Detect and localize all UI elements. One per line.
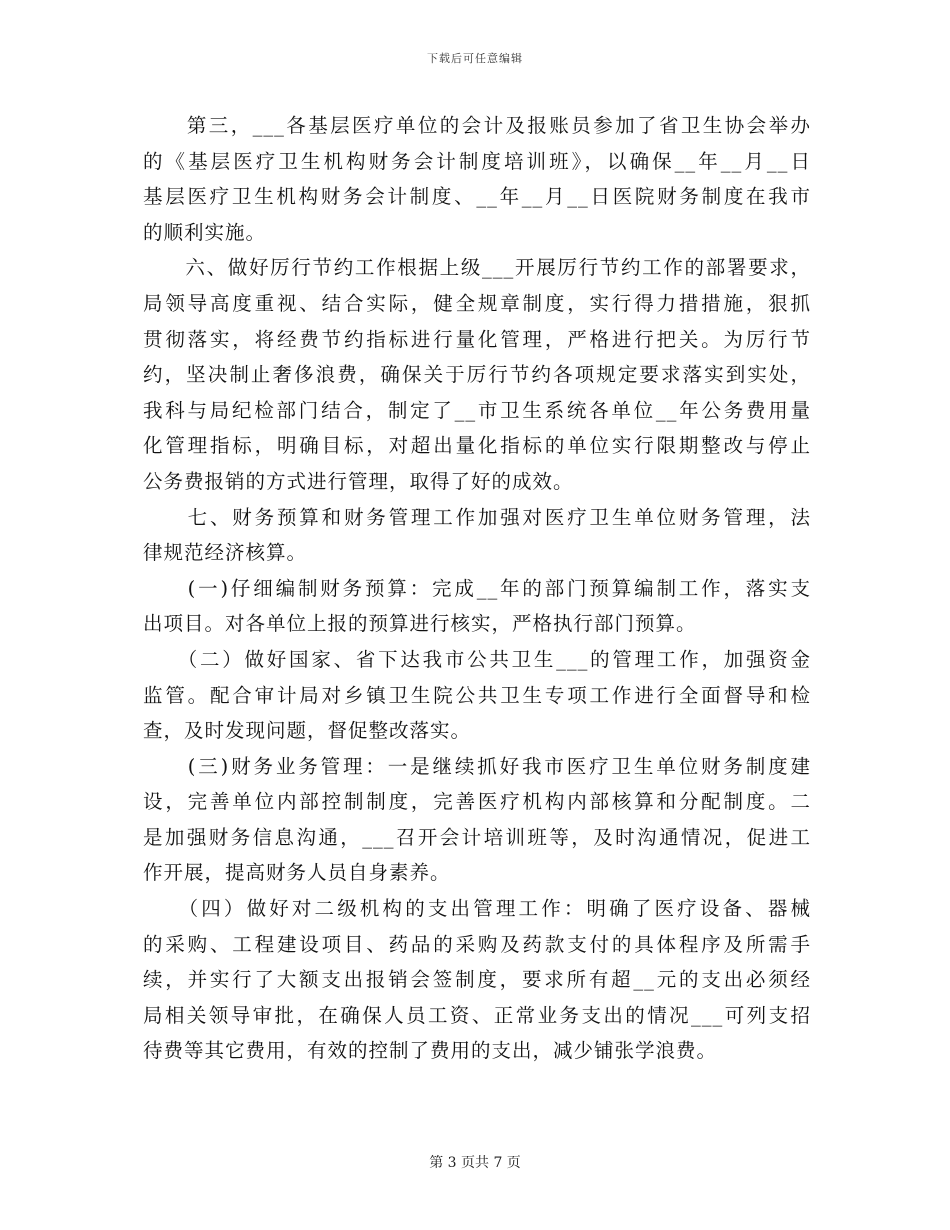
text-line: 监管。配合审计局对乡镇卫生院公共卫生专项工作进行全面督导和检: [143, 683, 811, 707]
text-line: 的采购、工程建设项目、药品的采购及药款支付的具体程序及所需手: [143, 932, 811, 956]
text-line: 设，完善单位内部控制制度，完善医疗机构内部核算和分配制度。二: [143, 790, 811, 814]
text-line: 查，及时发现问题，督促整改落实。: [143, 719, 472, 743]
text-line: 的顺利实施。: [143, 220, 267, 244]
text-line: 我科与局纪检部门结合，制定了__市卫生系统各单位__年公务费用量: [143, 398, 811, 422]
text-line: 出项目。对各单位上报的预算进行核实，严格执行部门预算。: [143, 612, 697, 636]
text-line: 化管理指标，明确目标，对超出量化指标的单位实行限期整改与停止: [143, 434, 811, 458]
text-line: 第三，___各基层医疗单位的会计及报账员参加了省卫生协会举办: [143, 114, 811, 137]
document-body: [143, 108, 811, 1069]
text-line: 七、财务预算和财务管理工作加强对医疗卫生单位财务管理，法: [143, 505, 811, 529]
text-line: 的《基层医疗卫生机构财务会计制度培训班》，以确保__年__月__日: [143, 149, 811, 173]
text-line: 待费等其它费用，有效的控制了费用的支出，减少铺张学浪费。: [143, 1039, 718, 1063]
text-line: （二）做好国家、省下达我市公共卫生___的管理工作，加强资金: [143, 647, 811, 671]
page-footer: 第 3 页共 7 页: [429, 1155, 521, 1171]
text-line: 续，并实行了大额支出报销会签制度，要求所有超__元的支出必须经: [143, 968, 811, 992]
text-line: 局领导高度重视、结合实际，健全规章制度，实行得力措措施，狠抓: [143, 291, 811, 315]
text-line: 作开展，提高财务人员自身素养。: [143, 861, 451, 885]
text-line: 约，坚决制止奢侈浪费，确保关于厉行节约各项规定要求落实到实处，: [143, 363, 811, 387]
text-line: 六、做好厉行节约工作根据上级___开展厉行节约工作的部署要求，: [143, 256, 811, 280]
text-line: 基层医疗卫生机构财务会计制度、__年__月__日医院财务制度在我市: [143, 185, 811, 209]
text-line: （四）做好对二级机构的支出管理工作：明确了医疗设备、器械: [143, 897, 811, 921]
page-header: 下载后可任意编辑: [427, 52, 523, 65]
text-line: 律规范经济核算。: [143, 541, 308, 565]
text-line: 局相关领导审批，在确保人员工资、正常业务支出的情况___可列支招: [143, 1003, 811, 1027]
text-line: 贯彻落实，将经费节约指标进行量化管理，严格进行把关。为厉行节: [143, 327, 811, 351]
text-line: 是加强财务信息沟通，___召开会计培训班等，及时沟通情况，促进工: [143, 825, 811, 849]
text-line: (一)仔细编制财务预算：完成__年的部门预算编制工作，落实支: [143, 576, 811, 600]
text-line: (三)财务业务管理：一是继续抓好我市医疗卫生单位财务制度建: [143, 754, 811, 778]
text-line: 公务费报销的方式进行管理，取得了好的成效。: [143, 469, 574, 493]
